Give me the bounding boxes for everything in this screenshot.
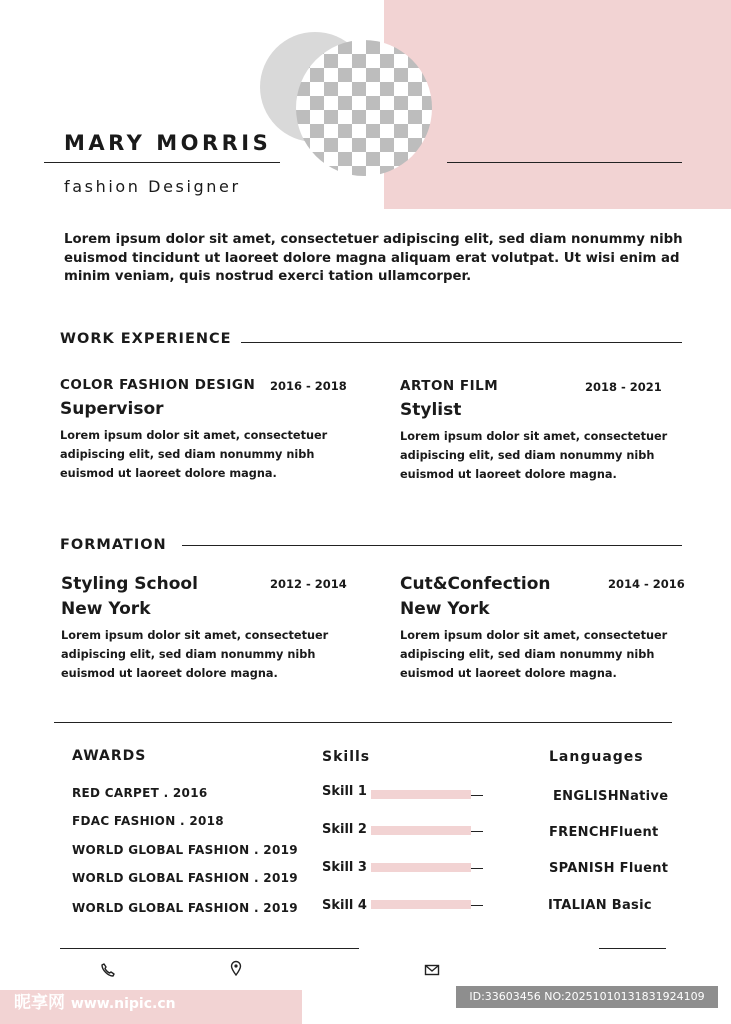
formation-2-description: Lorem ipsum dolor sit amet, consectetuer adipiscing elit, sed diam nonummy nibh euismod ut laoreet dolore magna. (400, 629, 668, 680)
skill-4-bar (371, 900, 471, 909)
lower-divider (54, 722, 672, 723)
header-right-rule (447, 162, 682, 163)
envelope-icon (424, 962, 440, 978)
name-underline (44, 162, 280, 163)
job-2-description: Lorem ipsum dolor sit amet, consectetuer adipiscing elit, sed diam nonummy nibh euismod ut laoreet dolore magna. (400, 430, 668, 481)
award-item: WORLD GLOBAL FASHION . 2019 (72, 843, 298, 857)
skill-3-track (371, 863, 471, 872)
work-heading-rule (241, 342, 682, 343)
formation-2-city: New York (400, 599, 490, 619)
location-pin-icon (228, 960, 244, 976)
footer-left-rule (60, 948, 359, 949)
formation-heading: FORMATION (60, 537, 167, 553)
job-2-years: 2018 - 2021 (585, 380, 662, 394)
intro-paragraph: Lorem ipsum dolor sit amet, consectetuer adipiscing elit, sed diam nonummy nibh euismod tincidunt ut laoreet dolore magna aliquam erat volutpat. Ut wisi enim ad minim veniam, quis nostrud exerci tation ullamcorper. (64, 232, 683, 284)
skill-3-tick (471, 868, 483, 869)
skill-4-label: Skill 4 (322, 898, 367, 913)
formation-1-description: Lorem ipsum dolor sit amet, consectetuer adipiscing elit, sed diam nonummy nibh euismod ut laoreet dolore magna. (61, 629, 329, 680)
skill-4-track (371, 900, 471, 909)
profile-photo-placeholder (296, 40, 432, 176)
job-2-role: Stylist (400, 400, 462, 420)
skill-2-tick (471, 831, 483, 832)
language-item: FRENCHFluent (549, 825, 659, 840)
skill-3-bar (371, 863, 471, 872)
formation-1-school: Styling School (61, 574, 198, 594)
award-item: WORLD GLOBAL FASHION . 2019 (72, 871, 298, 885)
skill-4-tick (471, 905, 483, 906)
job-1-description: Lorem ipsum dolor sit amet, consectetuer adipiscing elit, sed diam nonummy nibh euismod ut laoreet dolore magna. (60, 429, 328, 480)
watermark-cn-text: 昵享网 (14, 993, 65, 1013)
language-item: ENGLISHNative (553, 789, 669, 804)
job-2-company: ARTON FILM (400, 378, 499, 394)
skill-1-bar (371, 790, 471, 799)
skills-heading: Skills (322, 749, 371, 765)
skill-1-label: Skill 1 (322, 784, 367, 799)
skill-2-bar (371, 826, 471, 835)
awards-heading: AWARDS (72, 748, 147, 764)
skill-3-label: Skill 3 (322, 860, 367, 875)
language-item: SPANISH Fluent (549, 861, 669, 876)
languages-heading: Languages (549, 749, 644, 765)
watermark-url: www.nipic.cn (70, 996, 176, 1012)
formation-2-school: Cut&Confection (400, 574, 551, 594)
award-item: RED CARPET . 2016 (72, 786, 208, 800)
formation-2-years: 2014 - 2016 (608, 577, 685, 591)
skill-2-label: Skill 2 (322, 822, 367, 837)
phone-icon (100, 962, 116, 978)
footer-right-rule (599, 948, 666, 949)
watermark-left (14, 988, 176, 1013)
skill-1-track (371, 790, 471, 799)
skill-2-track (371, 826, 471, 835)
work-experience-heading: WORK EXPERIENCE (60, 331, 232, 347)
person-title: fashion Designer (64, 177, 241, 196)
skill-1-tick (471, 795, 483, 796)
job-1-years: 2016 - 2018 (270, 379, 347, 393)
person-name: MARY MORRIS (64, 131, 272, 155)
watermark-id: ID:33603456 NO:20251010131831924109 (456, 986, 718, 1008)
job-1-company: COLOR FASHION DESIGN (60, 377, 256, 393)
job-1-role: Supervisor (60, 399, 164, 419)
award-item: FDAC FASHION . 2018 (72, 814, 224, 828)
formation-1-years: 2012 - 2014 (270, 577, 347, 591)
language-item: ITALIAN Basic (548, 898, 652, 913)
formation-1-city: New York (61, 599, 151, 619)
header-pink-block (384, 0, 731, 209)
award-item: WORLD GLOBAL FASHION . 2019 (72, 901, 298, 915)
formation-heading-rule (182, 545, 682, 546)
